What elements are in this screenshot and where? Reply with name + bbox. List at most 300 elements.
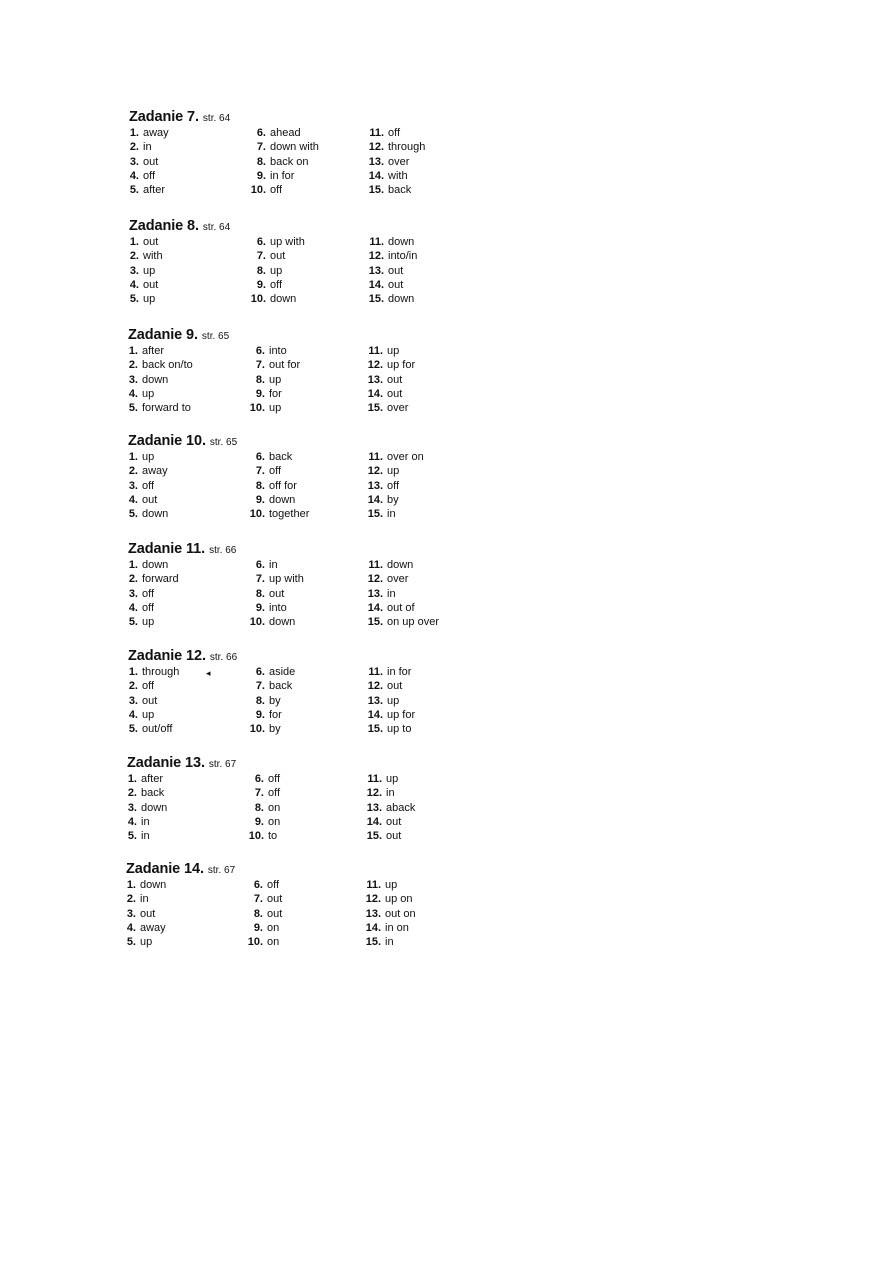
answer-item xyxy=(255,373,282,387)
answer-text: back xyxy=(269,680,293,693)
answer-item xyxy=(129,235,159,249)
exercise-title: Zadanie 12. xyxy=(128,648,206,664)
answer-text: off xyxy=(270,184,283,197)
answer-number: 7. xyxy=(256,141,266,154)
answer-number: 13. xyxy=(366,801,382,814)
answer-text: out on xyxy=(385,907,416,920)
answer-text: out xyxy=(270,250,286,263)
answer-text: up xyxy=(386,773,399,785)
answer-number: 15. xyxy=(367,508,383,521)
answer-text: out xyxy=(267,893,283,906)
answer-text: on xyxy=(267,936,280,949)
answer-number: 3. xyxy=(129,264,139,277)
answer-item xyxy=(255,464,282,478)
answer-item xyxy=(128,615,155,629)
answer-item xyxy=(255,679,293,693)
answer-number: 10. xyxy=(250,184,266,197)
answer-item xyxy=(368,140,426,154)
answer-item xyxy=(367,722,412,736)
answer-item xyxy=(367,493,399,507)
answer-text: over on xyxy=(387,451,424,463)
answer-item xyxy=(128,665,180,679)
answer-text: in xyxy=(387,508,396,521)
answer-number: 6. xyxy=(256,236,266,248)
answer-number: 5. xyxy=(128,402,138,415)
answer-item xyxy=(247,935,280,949)
answer-text: out xyxy=(269,587,285,600)
answer-item xyxy=(367,572,409,586)
answer-item xyxy=(249,722,281,736)
answer-text: up xyxy=(142,616,155,629)
exercise-page-ref: str. 66 xyxy=(209,652,238,663)
answer-number: 8. xyxy=(256,155,266,168)
answer-item xyxy=(368,665,412,679)
answer-text: down xyxy=(142,559,169,571)
answer-number: 11. xyxy=(366,879,381,891)
answer-item xyxy=(365,907,416,921)
exercise-page-ref: str. 64 xyxy=(202,113,231,124)
answer-number: 5. xyxy=(128,616,138,629)
answer-item xyxy=(367,708,416,722)
answer-text: down xyxy=(388,293,415,306)
exercise-title: Zadanie 8. xyxy=(129,218,199,234)
answer-number: 8. xyxy=(255,373,265,386)
answer-text: up to xyxy=(387,723,412,736)
answer-item xyxy=(256,249,286,263)
answer-item xyxy=(368,264,404,278)
answer-item xyxy=(126,878,167,892)
answer-item xyxy=(128,587,155,601)
answer-item xyxy=(255,708,282,722)
answer-text: down xyxy=(388,236,415,248)
answer-item xyxy=(127,829,150,843)
answer-number: 3. xyxy=(128,587,138,600)
answer-number: 13. xyxy=(365,907,381,920)
answer-number: 4. xyxy=(129,169,139,182)
answer-item xyxy=(256,126,301,140)
answer-item xyxy=(129,249,163,263)
answer-item xyxy=(128,722,173,736)
answer-item xyxy=(249,615,296,629)
answer-item xyxy=(256,155,309,169)
answer-item xyxy=(250,292,297,306)
answer-item xyxy=(127,815,150,829)
exercise-section xyxy=(125,432,485,532)
answer-number: 1. xyxy=(128,345,138,357)
answer-item xyxy=(255,558,278,572)
answer-item xyxy=(255,572,304,586)
answer-item xyxy=(256,169,295,183)
answer-number: 9. xyxy=(254,815,264,828)
answer-text: forward xyxy=(142,573,179,586)
answer-text: over xyxy=(387,573,409,586)
exercise-page-ref: str. 66 xyxy=(209,545,237,556)
answer-number: 8. xyxy=(253,907,263,920)
exercise-section xyxy=(123,860,483,960)
answer-number: 8. xyxy=(255,479,265,492)
answer-number: 1. xyxy=(128,559,138,571)
answer-item xyxy=(369,126,401,140)
answer-number: 5. xyxy=(129,293,139,306)
answer-text: into xyxy=(269,345,287,357)
answer-text: away xyxy=(140,921,166,934)
answer-number: 13. xyxy=(367,373,383,386)
answer-text: after xyxy=(141,773,164,785)
answer-item xyxy=(255,587,285,601)
answer-text: in xyxy=(385,936,394,949)
answer-text: down with xyxy=(270,141,319,154)
exercise-title: Zadanie 7. xyxy=(129,109,199,125)
answer-item xyxy=(256,264,283,278)
answer-text: over xyxy=(387,402,409,415)
answer-number: 8. xyxy=(256,264,266,277)
answer-text: off xyxy=(142,479,155,492)
answer-number: 13. xyxy=(367,694,383,707)
answer-text: up xyxy=(387,345,400,357)
answer-number: 1. xyxy=(128,666,138,678)
answer-item xyxy=(128,507,169,521)
answer-item xyxy=(366,829,402,843)
answer-item xyxy=(253,892,283,906)
exercise-title: Zadanie 13. xyxy=(127,755,205,771)
answer-text: off xyxy=(268,787,281,800)
answer-number: 10. xyxy=(248,830,264,843)
answer-number: 12. xyxy=(368,141,384,154)
answer-text: up xyxy=(143,293,156,306)
exercise-page-ref: str. 65 xyxy=(201,331,230,342)
answer-text: away xyxy=(143,127,169,139)
answer-item xyxy=(255,450,293,464)
answer-number: 9. xyxy=(253,921,263,934)
answer-item xyxy=(126,907,156,921)
answer-number: 2. xyxy=(128,465,138,478)
answer-item xyxy=(126,935,153,949)
answer-number: 7. xyxy=(255,573,265,586)
answer-number: 5. xyxy=(126,936,136,949)
answer-number: 13. xyxy=(367,587,383,600)
answer-item xyxy=(129,140,152,154)
answer-item xyxy=(128,344,165,358)
answer-text: by xyxy=(387,493,399,506)
exercise-heading xyxy=(128,540,236,560)
answer-text: in xyxy=(269,559,278,571)
answer-item xyxy=(368,450,424,464)
answer-text: for xyxy=(269,708,282,721)
answer-text: off xyxy=(143,169,156,182)
answer-number: 14. xyxy=(367,601,383,614)
answer-text: through xyxy=(388,141,426,154)
answer-item xyxy=(368,278,404,292)
answer-text: in for xyxy=(387,666,412,678)
exercise-page-ref: str. 67 xyxy=(208,759,237,770)
answer-text: in xyxy=(141,830,150,843)
answer-text: down xyxy=(387,559,414,571)
answer-number: 15. xyxy=(366,830,382,843)
answer-text: down xyxy=(142,508,169,521)
answer-text: off xyxy=(387,479,400,492)
exercise-section xyxy=(125,647,485,747)
answer-number: 6. xyxy=(255,345,265,357)
answer-number: 15. xyxy=(368,293,384,306)
answer-item xyxy=(367,387,403,401)
answer-text: out xyxy=(143,155,159,168)
answer-item xyxy=(368,183,412,197)
answer-text: up xyxy=(143,264,156,277)
answer-number: 2. xyxy=(128,573,138,586)
answer-number: 10. xyxy=(249,402,265,415)
answer-text: in xyxy=(387,587,396,600)
answer-text: back xyxy=(269,451,293,463)
answer-number: 14. xyxy=(368,169,384,182)
answer-number: 11. xyxy=(368,451,383,463)
answer-item xyxy=(368,344,400,358)
answer-number: 1. xyxy=(126,879,136,891)
answer-number: 10. xyxy=(249,723,265,736)
answer-item xyxy=(128,572,179,586)
answer-number: 4. xyxy=(128,387,138,400)
answer-text: up xyxy=(269,402,282,415)
exercise-heading xyxy=(128,647,237,667)
answer-item xyxy=(128,387,155,401)
answer-item xyxy=(367,479,400,493)
answer-text: in xyxy=(140,893,149,906)
answer-text: up xyxy=(387,694,400,707)
answer-number: 14. xyxy=(367,708,383,721)
answer-text: down xyxy=(270,293,297,306)
answer-text: out of xyxy=(387,601,415,614)
answer-text: away xyxy=(142,465,168,478)
answer-item xyxy=(127,772,164,786)
answer-text: down xyxy=(140,879,167,891)
answer-number: 9. xyxy=(255,387,265,400)
answer-number: 2. xyxy=(129,250,139,263)
answer-text: out xyxy=(387,387,403,400)
answer-number: 10. xyxy=(249,616,265,629)
answer-number: 8. xyxy=(255,694,265,707)
answer-number: 12. xyxy=(365,893,381,906)
answer-number: 3. xyxy=(128,479,138,492)
answer-text: ahead xyxy=(270,127,301,139)
answer-number: 6. xyxy=(253,879,263,891)
answer-item xyxy=(367,601,415,615)
answer-item xyxy=(254,772,281,786)
answer-number: 3. xyxy=(128,694,138,707)
answer-number: 7. xyxy=(255,359,265,372)
answer-number: 10. xyxy=(250,293,266,306)
answer-text: down xyxy=(142,373,169,386)
answer-text: out xyxy=(388,264,404,277)
answer-text: back on xyxy=(270,155,309,168)
answer-text: off xyxy=(142,680,155,693)
answer-item xyxy=(367,358,416,372)
answer-text: up xyxy=(142,708,155,721)
answer-item xyxy=(250,183,283,197)
answer-number: 7. xyxy=(254,787,264,800)
exercise-title: Zadanie 14. xyxy=(126,861,204,877)
answer-number: 5. xyxy=(129,184,139,197)
exercise-heading xyxy=(129,108,230,128)
answer-number: 14. xyxy=(365,921,381,934)
answer-number: 6. xyxy=(254,773,264,785)
answer-text: up with xyxy=(270,236,305,248)
answer-number: 11. xyxy=(368,559,383,571)
answer-number: 12. xyxy=(367,465,383,478)
answer-text: out xyxy=(386,815,402,828)
answer-number: 12. xyxy=(367,359,383,372)
answer-item xyxy=(128,373,169,387)
answer-item xyxy=(128,694,158,708)
answer-text: on xyxy=(267,921,280,934)
answer-number: 6. xyxy=(255,451,265,463)
answer-item xyxy=(366,878,398,892)
answer-text: up on xyxy=(385,893,413,906)
answer-item xyxy=(256,235,305,249)
answer-text: on xyxy=(268,801,281,814)
answer-text: up xyxy=(140,936,153,949)
answer-number: 2. xyxy=(129,141,139,154)
answer-text: down xyxy=(141,801,168,814)
answer-item xyxy=(367,401,409,415)
answer-text: back xyxy=(141,787,165,800)
pen-mark-icon: ◂ xyxy=(206,668,211,678)
answer-text: out xyxy=(386,830,402,843)
answer-number: 10. xyxy=(247,936,263,949)
answer-item xyxy=(255,601,287,615)
answer-text: back on/to xyxy=(142,359,193,372)
answer-number: 3. xyxy=(129,155,139,168)
answer-item xyxy=(367,679,403,693)
answer-item xyxy=(256,140,319,154)
answer-text: out for xyxy=(269,359,301,372)
answer-number: 14. xyxy=(367,493,383,506)
exercise-page-ref: str. 64 xyxy=(202,222,231,233)
answer-number: 2. xyxy=(128,359,138,372)
answer-number: 1. xyxy=(128,451,138,463)
answer-text: after xyxy=(142,345,165,357)
answer-text: into xyxy=(269,601,287,614)
exercise-heading xyxy=(129,217,230,237)
answer-number: 15. xyxy=(367,723,383,736)
answer-item xyxy=(128,450,155,464)
answer-text: off xyxy=(268,773,281,785)
answer-text: down xyxy=(269,493,296,506)
answer-text: aside xyxy=(269,666,296,678)
answer-text: by xyxy=(269,694,281,707)
answer-number: 2. xyxy=(128,680,138,693)
answer-number: 4. xyxy=(128,601,138,614)
answer-item xyxy=(126,892,149,906)
answer-number: 9. xyxy=(255,493,265,506)
answer-item xyxy=(129,169,156,183)
answer-text: in xyxy=(143,141,152,154)
answer-item xyxy=(129,183,166,197)
answer-text: out xyxy=(387,680,403,693)
answer-number: 11. xyxy=(368,345,383,357)
answer-number: 4. xyxy=(129,278,139,291)
answer-item xyxy=(367,507,396,521)
answer-text: off xyxy=(388,127,401,139)
answer-item xyxy=(126,921,166,935)
answer-number: 6. xyxy=(255,666,265,678)
answer-number: 1. xyxy=(127,773,137,785)
answer-text: out xyxy=(387,373,403,386)
answer-text: up for xyxy=(387,708,416,721)
answer-item xyxy=(129,278,159,292)
answer-number: 15. xyxy=(367,402,383,415)
answer-text: on up over xyxy=(387,616,439,629)
answer-text: in xyxy=(386,787,395,800)
answer-number: 9. xyxy=(255,708,265,721)
exercise-section xyxy=(126,217,486,317)
answer-number: 5. xyxy=(127,830,137,843)
answer-item xyxy=(366,801,416,815)
answer-number: 6. xyxy=(255,559,265,571)
answer-item xyxy=(129,155,159,169)
answer-item xyxy=(366,786,395,800)
answer-item xyxy=(368,558,414,572)
answer-text: out/off xyxy=(142,723,173,736)
answer-number: 3. xyxy=(128,373,138,386)
answer-number: 14. xyxy=(368,278,384,291)
answer-text: over xyxy=(388,155,410,168)
answer-number: 8. xyxy=(254,801,264,814)
answer-number: 7. xyxy=(253,893,263,906)
answer-text: in on xyxy=(385,921,409,934)
answer-item xyxy=(366,815,402,829)
exercise-heading xyxy=(128,326,229,346)
answer-item xyxy=(255,694,281,708)
answer-text: up xyxy=(142,451,155,463)
answer-item xyxy=(255,493,296,507)
answer-item xyxy=(367,615,439,629)
exercise-title: Zadanie 11. xyxy=(128,541,206,557)
answer-number: 5. xyxy=(128,723,138,736)
answer-item xyxy=(129,264,156,278)
answer-text: back xyxy=(388,184,412,197)
answer-item xyxy=(367,772,399,786)
answer-text: up with xyxy=(269,573,304,586)
answer-number: 11. xyxy=(367,773,382,785)
answer-item xyxy=(367,464,400,478)
answer-item xyxy=(365,892,413,906)
answer-item xyxy=(128,679,155,693)
exercise-page-ref: str. 65 xyxy=(209,437,238,448)
exercise-section xyxy=(126,108,486,208)
answer-number: 14. xyxy=(366,815,382,828)
answer-number: 7. xyxy=(256,250,266,263)
answer-text: forward to xyxy=(142,402,191,415)
answer-item xyxy=(255,344,287,358)
exercise-page-ref: str. 67 xyxy=(207,865,236,876)
answer-item xyxy=(368,249,418,263)
answer-number: 4. xyxy=(127,815,137,828)
answer-item xyxy=(253,921,280,935)
answer-text: through xyxy=(142,666,180,678)
answer-item xyxy=(368,155,410,169)
answer-number: 2. xyxy=(126,893,136,906)
answer-text: up xyxy=(142,387,155,400)
answer-number: 9. xyxy=(256,169,266,182)
answer-number: 6. xyxy=(256,127,266,139)
answer-item xyxy=(255,358,301,372)
answer-number: 11. xyxy=(369,127,384,139)
answer-text: off xyxy=(142,601,155,614)
answer-item xyxy=(367,694,400,708)
answer-item xyxy=(367,587,396,601)
answer-item xyxy=(255,665,296,679)
answer-text: down xyxy=(269,616,296,629)
answer-item xyxy=(368,292,415,306)
